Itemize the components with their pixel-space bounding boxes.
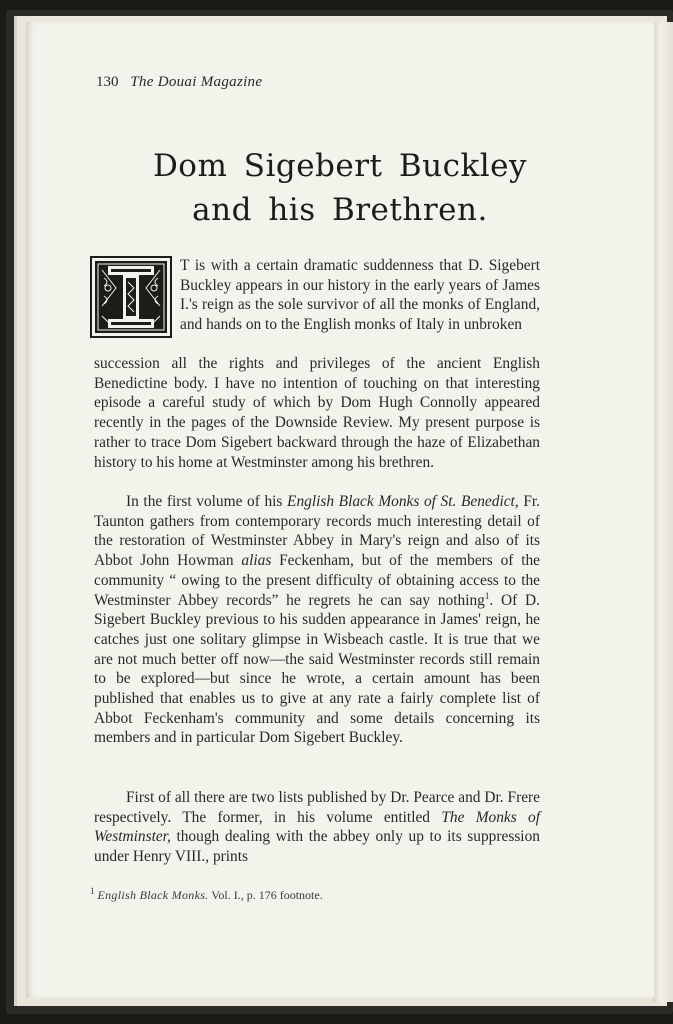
paragraph-1-lead-text: T is with a certain dramatic suddenness that D. Sigebert Buckley appears in our history in the early years of James I.'s reign as the sole survivor of all the monks of England, and hands on to the English monks of Italy in unbroken bbox=[180, 257, 540, 334]
running-head bbox=[96, 74, 262, 91]
footnote-italic-title: English Black Monks. bbox=[97, 888, 209, 902]
article-title-line-1: Dom Sigebert Buckley bbox=[152, 148, 528, 184]
footnote-marker: 1 bbox=[90, 886, 95, 896]
paragraph-1-lead bbox=[180, 256, 540, 335]
paragraph-2 bbox=[94, 492, 540, 748]
p2-text-3: Feckenham, but of the members of the community “ owing to the present difficulty of obtaining access to the Westminster Abbey records” he regrets he can say nothing bbox=[94, 552, 540, 609]
p3-text-1: First of all there are two lists published by Dr. Pearce and Dr. Frere respectively. The former, in his volume entitled bbox=[94, 789, 540, 826]
footnote-text: Vol. I., p. 176 footnote. bbox=[211, 888, 323, 902]
paragraph-3 bbox=[94, 788, 540, 867]
paragraph-1-rest-text: succession all the rights and privileges of the ancient English Benedictine body. I have no intention of touching on that interesting episode a careful study of which by Dom Hugh Connolly appeared recently in the pages of the Downside Review. My present purpose is rather to trace Dom Sigebert backward through the haze of Elizabethan history to his home at Westminster among his brethren. bbox=[94, 355, 540, 471]
p2-italic-book-title: English Black Monks of St. Benedict, bbox=[287, 493, 519, 510]
facing-page-edge bbox=[652, 22, 673, 1002]
ornamental-dropcap-icon bbox=[90, 256, 172, 338]
footnote bbox=[90, 888, 323, 903]
p2-text-2: Fr. Taunton gathers from contemporary records much interesting detail of the restoration of Westminster Abbey in Mary's reign and also of its Abbot John Howman bbox=[94, 493, 540, 570]
paragraph-1-rest bbox=[94, 354, 540, 472]
article-title-line-2: and his Brethren. bbox=[192, 192, 488, 228]
p2-text-4: . Of D. Sigebert Buckley previous to his sudden appearance in James' reign, he catches just one solitary glimpse in Wisbeach castle. It is true that we are not much better off now—the said Westminster records still remain to be explored—but since he wrote, a certain amount has been published that enables us to give at any rate a fairly complete list of Abbot Feckenham's community and some details concerning its members and in particular Dom Sigebert Buckley. bbox=[94, 591, 540, 747]
p3-italic-book-title: The Monks of Westminster, bbox=[94, 808, 540, 846]
p2-italic-alias: alias bbox=[241, 552, 272, 570]
p2-text-1: In the first volume of his bbox=[126, 493, 283, 510]
footnote-reference: 1 bbox=[484, 590, 490, 601]
p3-text-2: though dealing with the abbey only up to its suppression under Henry VIII., prints bbox=[94, 828, 540, 866]
magazine-title: The Douai Magazine bbox=[130, 74, 263, 90]
page-number: 130 bbox=[96, 74, 119, 90]
